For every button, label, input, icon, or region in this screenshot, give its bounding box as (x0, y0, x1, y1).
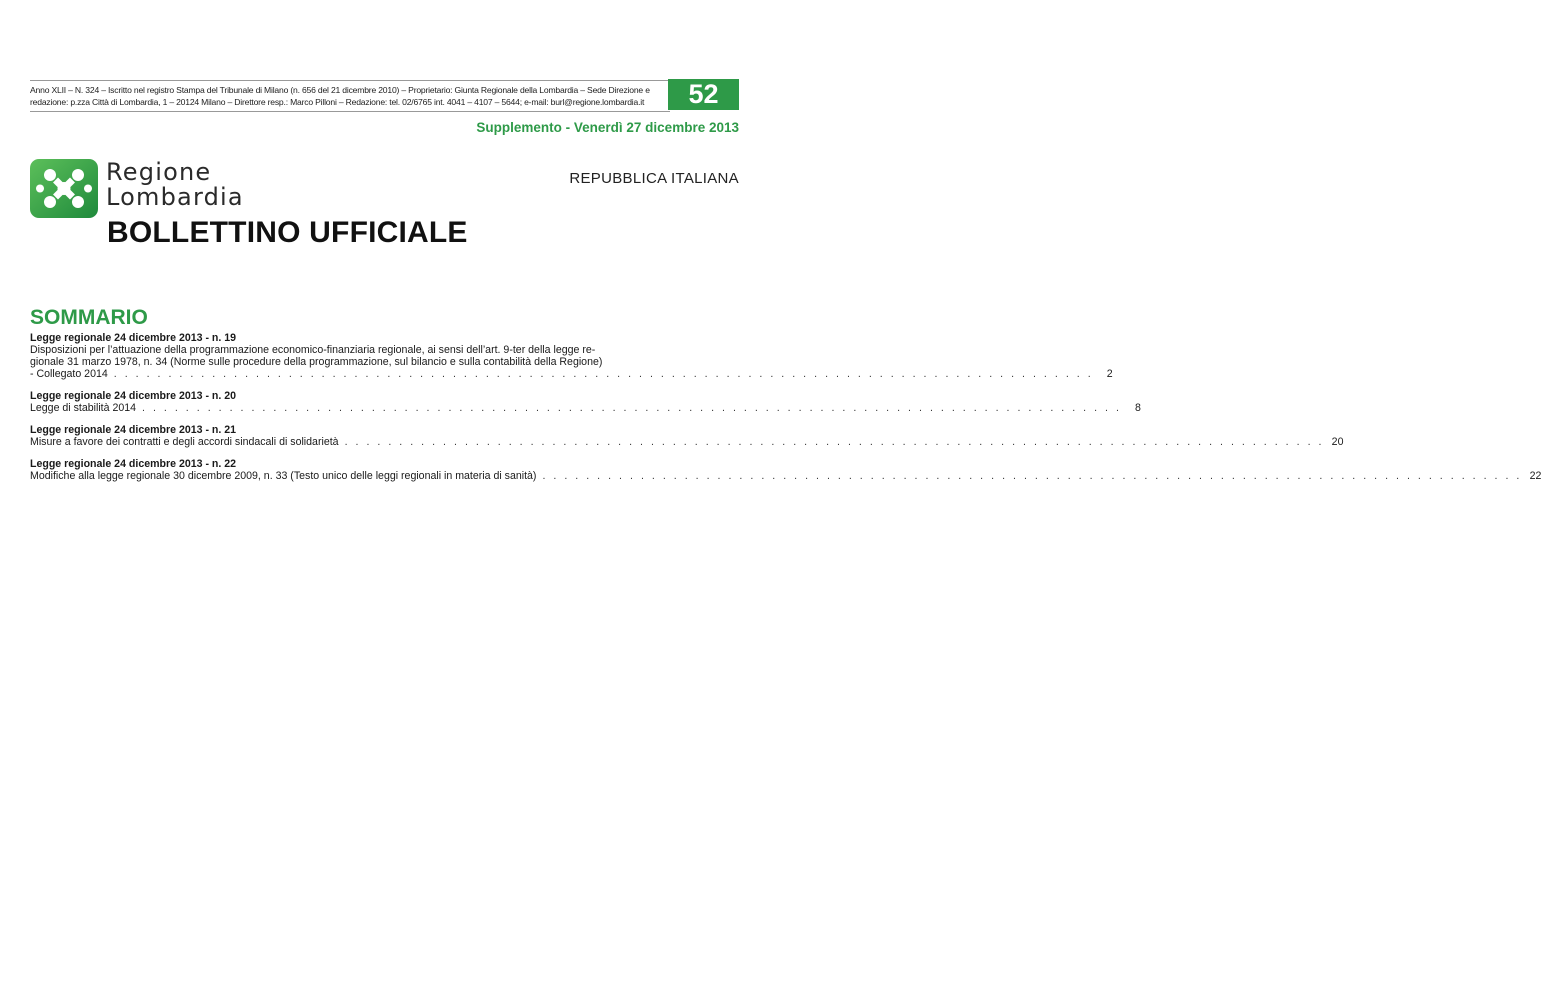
dot-leader: .......................................................................................... (142, 402, 1127, 414)
toc-entry (30, 390, 1141, 414)
toc-entry-desc-last: - Collegato 2014 (30, 368, 108, 380)
toc-entry (30, 458, 1541, 482)
publication-info-line-1: Anno XLII – N. 324 – Iscritto nel registro Stampa del Tribunale di Milano (n. 656 del 21 dicembre 2010) – Proprietario: Giunta Regionale della Lombardia – Sede Direzione e (30, 85, 650, 95)
toc-entry (30, 332, 1113, 380)
publication-info-line-2: redazione: p.zza Città di Lombardia, 1 – 20124 Milano – Direttore resp.: Marco Pilloni – Redazione: tel. 02/6765 int. 4041 – 4107 – 5644; e-mail: burl@regione.lombardia.it (30, 97, 645, 107)
toc-entry-title[interactable]: Legge regionale 24 dicembre 2013 - n. 22 (30, 458, 237, 470)
toc-entry-desc-last: Modifiche alla legge regionale 30 dicembre 2009, n. 33 (Testo unico delle leggi regionali in materia di sanità) (30, 470, 537, 482)
toc-entry-title[interactable]: Legge regionale 24 dicembre 2013 - n. 21 (30, 424, 237, 436)
table-of-contents (30, 332, 1541, 492)
dot-leader: .......................................................................................... (542, 470, 1528, 482)
toc-page-number[interactable]: 2 (1106, 368, 1113, 380)
lombardy-rose-logo (30, 159, 98, 218)
issue-number-badge: 52 (668, 79, 739, 110)
toc-page-number[interactable]: 22 (1529, 470, 1541, 482)
toc-entry-desc-line: gionale 31 marzo 1978, n. 34 (Norme sulle procedure della programmazione, sul bilancio e sulla contabilità della Regione) (30, 356, 603, 368)
brand-line-regione: Regione (106, 158, 212, 186)
bulletin-title: BOLLETTINO UFFICIALE (107, 216, 468, 249)
publication-info (30, 80, 670, 112)
toc-entry-title[interactable]: Legge regionale 24 dicembre 2013 - n. 20 (30, 390, 237, 402)
dot-leader: .......................................................................................... (113, 368, 1099, 380)
toc-entry-desc-line: Disposizioni per l’attuazione della programmazione economico-finanziaria regionale, ai sensi dell’art. 9-ter della legge re- (30, 344, 596, 356)
supplement-date: Supplemento - Venerdì 27 dicembre 2013 (476, 120, 739, 135)
toc-page-number[interactable]: 20 (1331, 436, 1344, 448)
toc-entry (30, 424, 1344, 448)
toc-entry-title[interactable]: Legge regionale 24 dicembre 2013 - n. 19 (30, 332, 237, 344)
republic-label: REPUBBLICA ITALIANA (569, 170, 739, 187)
brand-line-lombardia: Lombardia (106, 183, 244, 211)
toc-entry-desc-last: Legge di stabilità 2014 (30, 402, 137, 414)
dot-leader: .......................................................................................... (344, 436, 1330, 448)
toc-page-number[interactable]: 8 (1135, 402, 1141, 414)
brand-name (106, 160, 244, 210)
toc-entry-desc-last: Misure a favore dei contratti e degli accordi sindacali di solidarietà (30, 436, 339, 448)
summary-heading: SOMMARIO (30, 306, 148, 329)
